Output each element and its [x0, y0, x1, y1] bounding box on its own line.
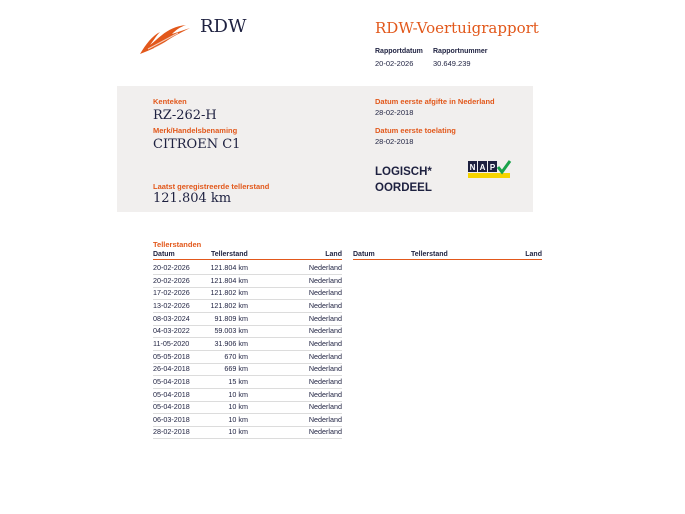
row-odometer: 59.003 km — [214, 326, 248, 336]
brand-name: RDW — [200, 16, 247, 37]
row-odometer: 670 km — [224, 351, 248, 361]
nap-check-logo-icon — [468, 160, 512, 185]
row-odometer: 121.802 km — [210, 288, 248, 298]
row-odometer: 669 km — [224, 364, 248, 374]
col-header-odometer: Tellerstand — [211, 251, 248, 258]
report-title: RDW-Voertuigrapport — [375, 19, 539, 37]
first-admission-value: 28-02-2018 — [375, 137, 414, 146]
verdict-line-2: OORDEEL — [375, 182, 432, 194]
row-date: 05-04-2018 — [153, 376, 190, 386]
col-header-country-2: Land — [525, 251, 542, 258]
row-country: Nederland — [308, 414, 342, 424]
col-header-date-2: Datum — [353, 251, 375, 258]
table-header-line-2 — [353, 259, 542, 260]
verdict-line-1: LOGISCH* — [375, 166, 432, 178]
nap-letter-n: N — [469, 163, 476, 172]
row-odometer: 31.906 km — [214, 338, 248, 348]
col-header-country: Land — [325, 251, 342, 258]
col-header-odometer-2: Tellerstand — [411, 251, 448, 258]
row-odometer: 10 km — [228, 414, 248, 424]
row-date: 05-04-2018 — [153, 402, 190, 412]
readings-title: Tellerstanden — [153, 240, 202, 249]
last-odometer-value: 121.804 km — [153, 191, 232, 206]
row-country: Nederland — [308, 300, 342, 310]
row-country: Nederland — [308, 389, 342, 399]
row-country: Nederland — [308, 364, 342, 374]
row-date: 04-03-2022 — [153, 326, 190, 336]
row-odometer: 15 km — [228, 376, 248, 386]
row-date: 11-05-2020 — [153, 338, 190, 348]
last-odometer-label: Laatst geregistreerde tellerstand — [153, 182, 270, 191]
row-divider — [153, 438, 342, 439]
report-number: 30.649.239 — [433, 59, 471, 68]
report-date-label: Rapportdatum — [375, 48, 423, 55]
report-date: 20-02-2026 — [375, 59, 414, 68]
row-odometer: 121.804 km — [210, 275, 248, 285]
nap-letter-a: A — [479, 163, 486, 172]
first-issue-nl-label: Datum eerste afgifte in Nederland — [375, 97, 495, 106]
first-issue-nl-value: 28-02-2018 — [375, 108, 414, 117]
plate-label: Kenteken — [153, 97, 187, 106]
row-odometer: 10 km — [228, 402, 248, 412]
row-odometer: 91.809 km — [214, 313, 248, 323]
report-number-label: Rapportnummer — [433, 48, 488, 55]
row-country: Nederland — [308, 376, 342, 386]
row-odometer: 121.802 km — [210, 300, 248, 310]
row-country: Nederland — [308, 313, 342, 323]
nap-letter-p: P — [489, 163, 496, 172]
row-date: 28-02-2018 — [153, 427, 190, 437]
row-country: Nederland — [308, 288, 342, 298]
row-country: Nederland — [308, 427, 342, 437]
row-country: Nederland — [308, 263, 342, 272]
row-odometer: 121.804 km — [210, 263, 248, 272]
row-country: Nederland — [308, 338, 342, 348]
row-odometer: 10 km — [228, 389, 248, 399]
table-header-line — [153, 259, 342, 260]
row-country: Nederland — [308, 402, 342, 412]
row-date: 26-04-2018 — [153, 364, 190, 374]
plate-value: RZ-262-H — [153, 108, 217, 123]
row-date: 20-02-2026 — [153, 263, 190, 272]
row-odometer: 10 km — [228, 427, 248, 437]
row-country: Nederland — [308, 351, 342, 361]
row-country: Nederland — [308, 326, 342, 336]
col-header-date: Datum — [153, 251, 175, 258]
make-label: Merk/Handelsbenaming — [153, 126, 238, 135]
row-date: 13-02-2026 — [153, 300, 190, 310]
row-date: 17-02-2026 — [153, 288, 190, 298]
row-date: 20-02-2026 — [153, 275, 190, 285]
rdw-feather-logo-icon — [138, 24, 192, 61]
make-value: CITROEN C1 — [153, 137, 241, 152]
row-date: 08-03-2024 — [153, 313, 190, 323]
row-date: 05-04-2018 — [153, 389, 190, 399]
first-admission-label: Datum eerste toelating — [375, 126, 456, 135]
row-date: 05-05-2018 — [153, 351, 190, 361]
row-country: Nederland — [308, 275, 342, 285]
odometer-verdict — [375, 164, 432, 196]
row-date: 06-03-2018 — [153, 414, 190, 424]
